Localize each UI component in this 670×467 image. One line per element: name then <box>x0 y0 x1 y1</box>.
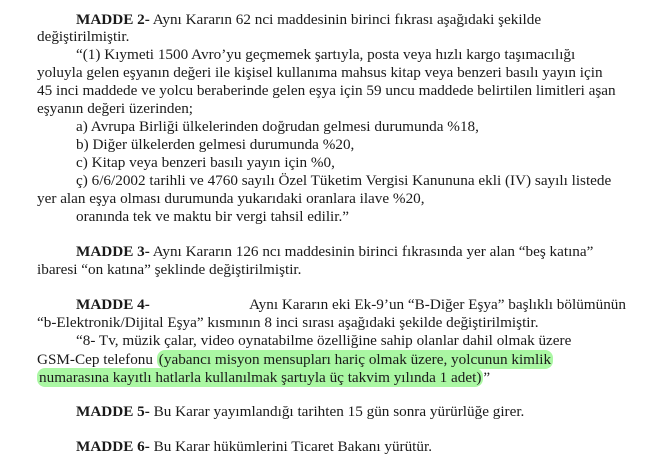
madde-2-heading: MADDE 2- <box>76 11 150 28</box>
madde-4-highlight-2: numarasına kayıtlı hatlarla kullanılmak şartıyla üç takvim yılında 1 adet) <box>39 369 482 386</box>
madde-6-line <box>76 438 432 456</box>
madde-2-item-b: b) Diğer ülkelerden gelmesi durumunda %20, <box>76 136 355 153</box>
madde-2-line-1: Aynı Kararın 62 nci maddesinin birinci fıkrası aşağıdaki şekilde <box>152 11 542 28</box>
madde-2-item-a: a) Avrupa Birliği ülkelerinden doğrudan gelmesi durumunda %18, <box>76 118 479 135</box>
madde-4-line-4 <box>37 351 553 369</box>
madde-3-line-2: ibaresi “on katına” şeklinde değiştirilmiştir. <box>37 261 302 278</box>
madde-2-item-c: c) Kitap veya benzeri basılı yayın için %0, <box>76 154 335 171</box>
madde-2-item-cc-line-2: yer alan eşya olması durumunda yukarıdaki oranlara ilave %20, <box>37 190 425 207</box>
madde-2-line-6: eşyanın değeri üzerinden; <box>37 100 194 117</box>
madde-3-heading: MADDE 3- <box>76 243 150 260</box>
madde-6-text: Bu Karar hükümlerini Ticaret Bakanı yürütür. <box>153 438 433 455</box>
madde-4-line-4-plain: GSM-Cep telefonu <box>37 351 153 368</box>
madde-4-heading: MADDE 4- <box>76 296 150 313</box>
madde-2-line-2: değiştirilmiştir. <box>37 28 130 45</box>
madde-2-item-cc-line-1: ç) 6/6/2002 tarihli ve 4760 sayılı Özel Tüketim Vergisi Kanununa ekli (IV) sayılı listede <box>76 172 612 189</box>
madde-4-line-3: “8- Tv, müzik çalar, video oynatabilme özelliğine sahip olanlar dahil olmak üzere <box>76 332 572 349</box>
madde-4-line-5 <box>37 369 490 387</box>
madde-4-line-2: “b-Elektronik/Dijital Eşya” kısmının 8 inci sırası aşağıdaki şekilde değiştirilmiştir. <box>37 314 539 331</box>
madde-2-line-4: yoluyla gelen eşyanın değeri ile kişisel kullanıma mahsus kitap veya benzeri basılı yayın için <box>37 64 603 81</box>
madde-4-closing-quote: ” <box>483 369 491 386</box>
madde-2-first-line <box>76 11 541 29</box>
madde-3-first-line <box>76 243 593 261</box>
madde-3-line-1: Aynı Kararın 126 ncı maddesinin birinci fıkrasında yer alan “beş katına” <box>152 243 594 260</box>
madde-2-line-5: 45 inci maddede ve yolcu beraberinde gelen eşya için 59 uncu maddede belirtilen limitleri aşan <box>37 82 616 99</box>
madde-4-line-1: Aynı Kararın eki Ek-9’un “B-Diğer Eşya” başlıklı bölümünün <box>249 296 626 313</box>
madde-2-line-3: “(1) Kıymeti 1500 Avro’yu geçmemek şartıyla, posta veya hızlı kargo taşımacılığı <box>76 46 576 63</box>
madde-5-heading: MADDE 5- <box>76 403 150 420</box>
madde-4-highlight-1: (yabancı misyon mensupları hariç olmak üzere, yolcunun kimlik <box>158 351 552 368</box>
madde-5-text: Bu Karar yayımlandığı tarihten 15 gün sonra yürürlüğe girer. <box>153 403 525 420</box>
madde-5-line <box>76 403 524 421</box>
madde-4-first-line <box>76 296 626 314</box>
madde-2-item-cc-line-3: oranında tek ve maktu bir vergi tahsil edilir.” <box>76 208 350 225</box>
madde-6-heading: MADDE 6- <box>76 438 150 455</box>
